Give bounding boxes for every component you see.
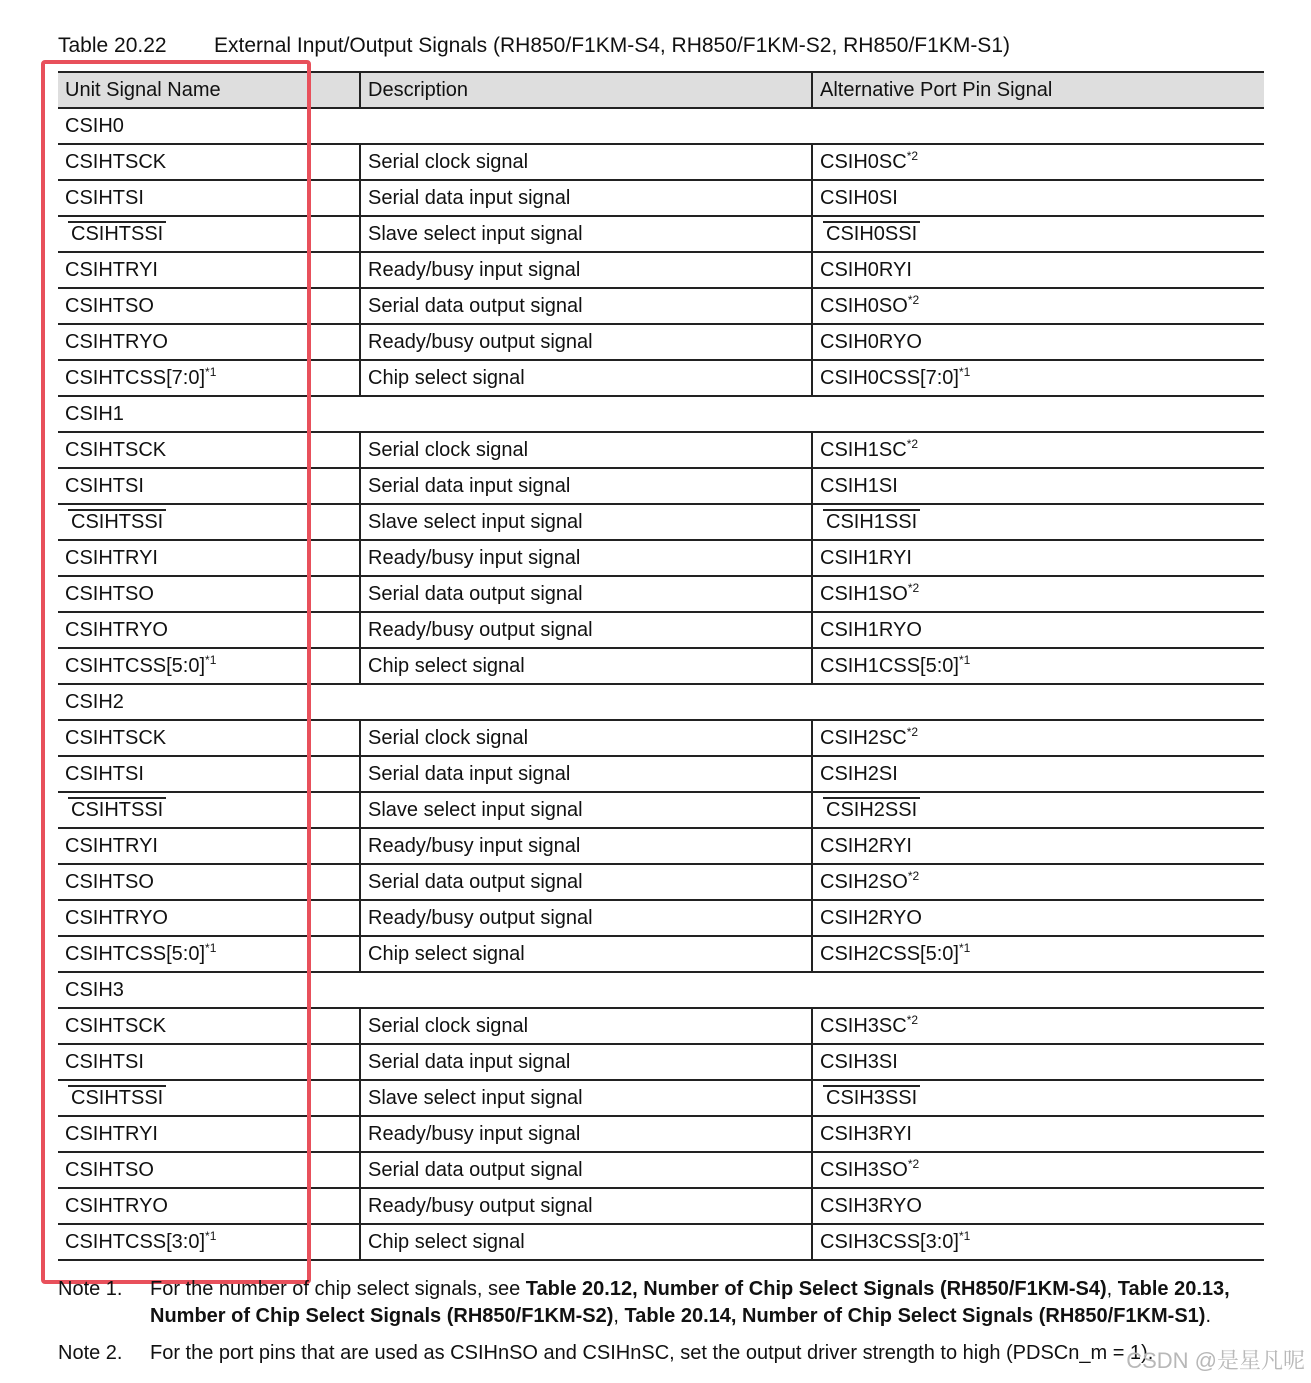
cell-alt-port-pin [812, 612, 1264, 648]
cell-signal-name [58, 792, 360, 828]
group-name: CSIH0 [58, 108, 1264, 144]
table-row [58, 468, 1264, 504]
group-name: CSIH3 [58, 972, 1264, 1008]
signal-text: CSIHTSI [65, 1050, 144, 1073]
signal-text: CSIH1SI [820, 474, 898, 497]
note-reference: Table 20.14, Number of Chip Select Signals (RH850/F1KM-S1) [624, 1305, 1206, 1327]
note-2 [58, 1340, 1270, 1367]
cell-alt-port-pin [812, 144, 1264, 180]
table-header [58, 72, 1264, 108]
signal-text: CSIHTRYO [65, 1194, 168, 1217]
cell-description: Ready/busy output signal [360, 612, 812, 648]
cell-signal-name [58, 648, 360, 684]
cell-signal-name [58, 576, 360, 612]
signal-text: CSIHTRYI [65, 834, 158, 857]
cell-signal-name [58, 1224, 360, 1260]
cell-alt-port-pin [812, 1080, 1264, 1116]
signal-text: CSIHTSCK [65, 150, 167, 173]
cell-alt-port-pin [812, 936, 1264, 972]
cell-description: Serial data input signal [360, 468, 812, 504]
signal-text: CSIHTCSS[5:0] [65, 942, 206, 965]
footnote-marker: *1 [958, 1228, 971, 1243]
cell-alt-port-pin [812, 648, 1264, 684]
table-number: Table 20.22 [58, 34, 167, 57]
group-row [58, 684, 1264, 720]
table-row [58, 1152, 1264, 1188]
cell-description: Serial data input signal [360, 756, 812, 792]
cell-alt-port-pin [812, 504, 1264, 540]
footnote-marker: *2 [906, 436, 919, 451]
signal-text: CSIH3SO [820, 1158, 908, 1181]
table-row [58, 720, 1264, 756]
note-fragment: , [1106, 1278, 1118, 1300]
table-row [58, 432, 1264, 468]
cell-alt-port-pin [812, 468, 1264, 504]
footnote-marker: *2 [907, 1156, 920, 1171]
cell-signal-name [58, 756, 360, 792]
table-row [58, 612, 1264, 648]
header-description: Description [360, 72, 812, 108]
signal-text: CSIHTSCK [65, 438, 167, 461]
signal-text: CSIHTRYO [65, 906, 168, 929]
footnote-marker: *2 [907, 868, 920, 883]
signal-text: CSIH2RYO [820, 906, 922, 929]
cell-alt-port-pin [812, 288, 1264, 324]
cell-alt-port-pin [812, 1044, 1264, 1080]
cell-alt-port-pin [812, 1188, 1264, 1224]
cell-description: Serial data output signal [360, 1152, 812, 1188]
cell-signal-name [58, 900, 360, 936]
table-title: External Input/Output Signals (RH850/F1KM-S4, RH850/F1KM-S2, RH850/F1KM-S1) [214, 34, 1010, 57]
cell-description: Ready/busy input signal [360, 252, 812, 288]
signal-text: CSIH1RYI [820, 546, 912, 569]
signal-text: CSIH2RYI [820, 834, 912, 857]
cell-description: Ready/busy output signal [360, 900, 812, 936]
signal-text-overlined: CSIHTSSI [68, 1085, 166, 1109]
cell-alt-port-pin [812, 720, 1264, 756]
cell-description: Serial clock signal [360, 144, 812, 180]
cell-description: Serial data input signal [360, 1044, 812, 1080]
cell-signal-name [58, 540, 360, 576]
table-row [58, 576, 1264, 612]
table-row [58, 936, 1264, 972]
cell-signal-name [58, 432, 360, 468]
signal-text: CSIH3RYO [820, 1194, 922, 1217]
group-row [58, 972, 1264, 1008]
signal-text: CSIH0RYO [820, 330, 922, 353]
cell-signal-name [58, 360, 360, 396]
signal-text: CSIHTCSS[3:0] [65, 1230, 206, 1253]
cell-alt-port-pin [812, 1008, 1264, 1044]
table-body [58, 108, 1264, 1260]
footnote-marker: *1 [205, 1228, 217, 1243]
signal-text: CSIH0CSS[7:0] [820, 366, 959, 389]
cell-alt-port-pin [812, 540, 1264, 576]
cell-alt-port-pin [812, 360, 1264, 396]
cell-alt-port-pin [812, 324, 1264, 360]
note-fragment: . [1205, 1305, 1211, 1327]
signal-text: CSIHTSCK [65, 726, 167, 749]
signal-text: CSIH2SO [820, 870, 908, 893]
cell-signal-name [58, 1008, 360, 1044]
signal-text: CSIH0RYI [820, 258, 912, 281]
table-row [58, 1080, 1264, 1116]
group-row [58, 396, 1264, 432]
cell-description: Serial data output signal [360, 288, 812, 324]
cell-signal-name [58, 1116, 360, 1152]
table-row [58, 144, 1264, 180]
signal-text: CSIH2SI [820, 762, 898, 785]
footnote-marker: *1 [205, 652, 217, 667]
cell-description: Slave select input signal [360, 792, 812, 828]
signal-text: CSIHTSO [65, 294, 154, 317]
cell-description: Chip select signal [360, 936, 812, 972]
header-unit-signal-name: Unit Signal Name [58, 72, 360, 108]
cell-description: Chip select signal [360, 648, 812, 684]
signal-text: CSIHTRYI [65, 1122, 158, 1145]
cell-description: Serial clock signal [360, 1008, 812, 1044]
table-caption [58, 34, 1010, 58]
table-row [58, 504, 1264, 540]
footnote-marker: *1 [958, 364, 971, 379]
cell-description: Ready/busy output signal [360, 324, 812, 360]
cell-alt-port-pin [812, 1116, 1264, 1152]
note-fragment: For the number of chip select signals, see [150, 1278, 526, 1300]
signal-text: CSIH1RYO [820, 618, 922, 641]
signal-text: CSIHTSO [65, 870, 154, 893]
cell-signal-name [58, 288, 360, 324]
signal-text: CSIHTRYI [65, 546, 158, 569]
signal-table [58, 71, 1264, 1261]
footnote-marker: *2 [906, 1012, 919, 1027]
table-row [58, 900, 1264, 936]
cell-alt-port-pin [812, 900, 1264, 936]
signal-text: CSIH1SC [820, 438, 907, 461]
cell-alt-port-pin [812, 864, 1264, 900]
cell-signal-name [58, 720, 360, 756]
cell-alt-port-pin [812, 432, 1264, 468]
table-row [58, 648, 1264, 684]
signal-text: CSIH0SO [820, 294, 908, 317]
cell-alt-port-pin [812, 792, 1264, 828]
group-row [58, 108, 1264, 144]
signal-text: CSIHTSI [65, 762, 144, 785]
cell-signal-name [58, 468, 360, 504]
signal-text: CSIH2CSS[5:0] [820, 942, 959, 965]
group-name: CSIH2 [58, 684, 1264, 720]
table-row [58, 1188, 1264, 1224]
signal-text: CSIH3RYI [820, 1122, 912, 1145]
footnote-marker: *2 [906, 148, 919, 163]
cell-description: Slave select input signal [360, 504, 812, 540]
note-reference: Table 20.12, Number of Chip Select Signals (RH850/F1KM-S4) [525, 1278, 1107, 1300]
cell-signal-name [58, 324, 360, 360]
cell-alt-port-pin [812, 216, 1264, 252]
table-row [58, 252, 1264, 288]
table-row [58, 756, 1264, 792]
signal-text-overlined: CSIHTSSI [68, 509, 166, 533]
signal-text-overlined: CSIH3SSI [823, 1085, 920, 1109]
cell-signal-name [58, 936, 360, 972]
cell-description: Serial data output signal [360, 864, 812, 900]
signal-text: CSIH3SI [820, 1050, 898, 1073]
cell-description: Serial data input signal [360, 180, 812, 216]
group-name: CSIH1 [58, 396, 1264, 432]
cell-description: Ready/busy input signal [360, 540, 812, 576]
signal-text: CSIHTRYO [65, 618, 168, 641]
cell-signal-name [58, 252, 360, 288]
table-row [58, 540, 1264, 576]
signal-text: CSIH2SC [820, 726, 907, 749]
footnote-marker: *1 [958, 940, 971, 955]
footnote-marker: *2 [907, 580, 920, 595]
note-fragment: For the port pins that are used as CSIHnSO and CSIHnSC, set the output driver strength to high (PDSCn_m = 1). [150, 1342, 1154, 1364]
signal-text-overlined: CSIH0SSI [823, 221, 920, 245]
signal-text: CSIH0SI [820, 186, 898, 209]
signal-text: CSIH3SC [820, 1014, 907, 1037]
table-row [58, 1116, 1264, 1152]
note-text [150, 1340, 1270, 1367]
cell-description: Ready/busy input signal [360, 828, 812, 864]
signal-text-overlined: CSIHTSSI [68, 221, 166, 245]
watermark: CSDN @是星凡呢 [1126, 1348, 1305, 1373]
table-row [58, 1224, 1264, 1260]
cell-signal-name [58, 180, 360, 216]
cell-alt-port-pin [812, 1152, 1264, 1188]
cell-signal-name [58, 1044, 360, 1080]
cell-description: Ready/busy output signal [360, 1188, 812, 1224]
cell-signal-name [58, 1152, 360, 1188]
cell-alt-port-pin [812, 828, 1264, 864]
cell-description: Serial clock signal [360, 432, 812, 468]
cell-description: Ready/busy input signal [360, 1116, 812, 1152]
note-label: Note 1. [58, 1278, 123, 1300]
signal-text: CSIH1SO [820, 582, 908, 605]
signal-text: CSIHTCSS[5:0] [65, 654, 206, 677]
signal-text: CSIH1CSS[5:0] [820, 654, 959, 677]
table-row [58, 1044, 1264, 1080]
cell-signal-name [58, 612, 360, 648]
signal-text: CSIHTSI [65, 186, 144, 209]
signal-text: CSIHTCSS[7:0] [65, 366, 206, 389]
cell-description: Slave select input signal [360, 1080, 812, 1116]
table-row [58, 828, 1264, 864]
header-alternative-port-pin-signal: Alternative Port Pin Signal [812, 72, 1264, 108]
table-row [58, 792, 1264, 828]
note-reference: Table 20.13, Number of Chip Select Signals (RH850/F1KM-S2) [150, 1278, 1230, 1327]
footnote-marker: *2 [906, 724, 919, 739]
cell-description: Slave select input signal [360, 216, 812, 252]
footnote-marker: *1 [958, 652, 971, 667]
cell-signal-name [58, 1080, 360, 1116]
cell-description: Chip select signal [360, 1224, 812, 1260]
cell-alt-port-pin [812, 252, 1264, 288]
cell-signal-name [58, 828, 360, 864]
table-row [58, 1008, 1264, 1044]
cell-alt-port-pin [812, 756, 1264, 792]
cell-alt-port-pin [812, 180, 1264, 216]
signal-text: CSIHTSO [65, 582, 154, 605]
footnote-marker: *1 [205, 940, 217, 955]
signal-text: CSIHTSI [65, 474, 144, 497]
cell-description: Serial clock signal [360, 720, 812, 756]
signal-text: CSIH3CSS[3:0] [820, 1230, 959, 1253]
table-row [58, 288, 1264, 324]
table-row [58, 324, 1264, 360]
signal-text: CSIHTRYI [65, 258, 158, 281]
cell-signal-name [58, 1188, 360, 1224]
cell-alt-port-pin [812, 576, 1264, 612]
cell-description: Chip select signal [360, 360, 812, 396]
cell-signal-name [58, 144, 360, 180]
signal-text-overlined: CSIH1SSI [823, 509, 920, 533]
note-label: Note 2. [58, 1342, 123, 1364]
note-1 [58, 1276, 1270, 1330]
cell-alt-port-pin [812, 1224, 1264, 1260]
footnote-marker: *2 [907, 292, 920, 307]
signal-text-overlined: CSIHTSSI [68, 797, 166, 821]
footnote-marker: *1 [205, 364, 217, 379]
signal-text: CSIHTSCK [65, 1014, 167, 1037]
cell-signal-name [58, 216, 360, 252]
note-fragment: , [613, 1305, 625, 1327]
signal-text-overlined: CSIH2SSI [823, 797, 920, 821]
cell-description: Serial data output signal [360, 576, 812, 612]
table-row [58, 180, 1264, 216]
note-text [150, 1276, 1270, 1330]
signal-text: CSIH0SC [820, 150, 907, 173]
signal-text: CSIHTRYO [65, 330, 168, 353]
cell-signal-name [58, 864, 360, 900]
signal-text: CSIHTSO [65, 1158, 154, 1181]
table-row [58, 864, 1264, 900]
cell-signal-name [58, 504, 360, 540]
table-row [58, 360, 1264, 396]
table-row [58, 216, 1264, 252]
